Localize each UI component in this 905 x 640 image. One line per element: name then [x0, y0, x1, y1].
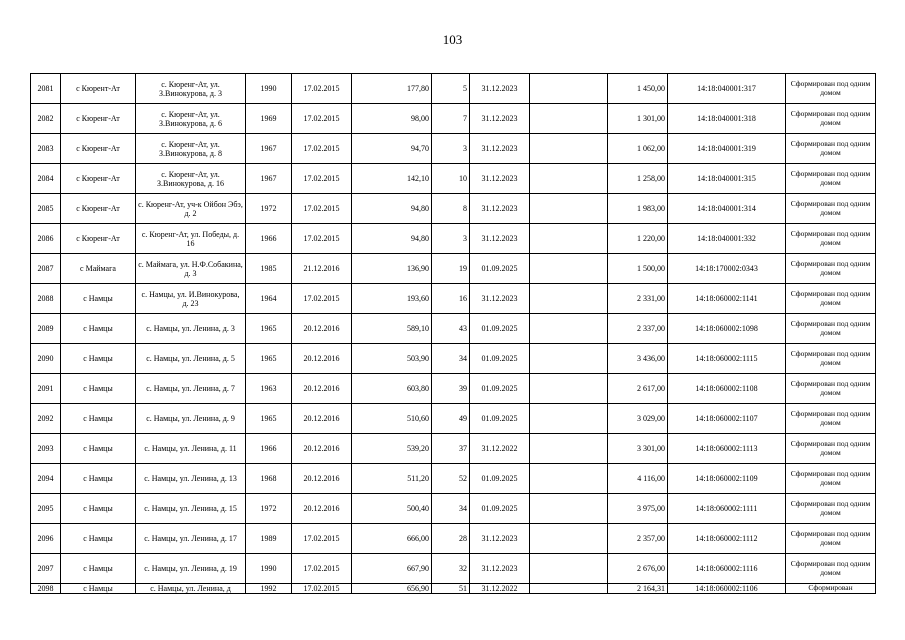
- date-cell: 17.02.2015: [292, 224, 352, 254]
- area-cell: 667,90: [352, 554, 432, 584]
- year-built-cell: 1992: [246, 584, 292, 594]
- area-cell: 603,80: [352, 374, 432, 404]
- land-status-cell: Сформирован: [786, 584, 876, 594]
- blank-cell: [530, 434, 608, 464]
- blank-cell: [530, 134, 608, 164]
- cadastral-number-cell: 14:18:060002:1111: [668, 494, 786, 524]
- date-cell: 20.12.2016: [292, 344, 352, 374]
- blank-cell: [530, 524, 608, 554]
- row-number-cell: 2084: [31, 164, 61, 194]
- row-number-cell: 2090: [31, 344, 61, 374]
- settlement-cell: с Намцы: [61, 344, 136, 374]
- settlement-cell: с Намцы: [61, 284, 136, 314]
- table-row: [31, 224, 876, 254]
- blank-cell: [530, 164, 608, 194]
- date-cell: 20.12.2016: [292, 314, 352, 344]
- row-number-cell: 2089: [31, 314, 61, 344]
- cadastral-number-cell: 14:18:040001:317: [668, 74, 786, 104]
- cost-cell: 2 331,00: [608, 284, 668, 314]
- address-cell: с. Кюренг-Ат, ул. З.Винокурова, д. 6: [136, 104, 246, 134]
- residents-cell: 34: [432, 344, 470, 374]
- table-body: [31, 74, 876, 594]
- table-row: [31, 344, 876, 374]
- address-cell: с. Маймага, ул. Н.Ф.Собакина, д. 3: [136, 254, 246, 284]
- row-number-cell: 2098: [31, 584, 61, 594]
- blank-cell: [530, 224, 608, 254]
- land-status-cell: Сформирован под одним домом: [786, 284, 876, 314]
- address-cell: с. Намцы, ул. Ленина, д. 3: [136, 314, 246, 344]
- area-cell: 510,60: [352, 404, 432, 434]
- table-row: [31, 74, 876, 104]
- year-built-cell: 1990: [246, 74, 292, 104]
- table-row: [31, 404, 876, 434]
- deadline-cell: 31.12.2023: [470, 104, 530, 134]
- year-built-cell: 1989: [246, 524, 292, 554]
- area-cell: 193,60: [352, 284, 432, 314]
- area-cell: 500,40: [352, 494, 432, 524]
- cadastral-number-cell: 14:18:040001:319: [668, 134, 786, 164]
- year-built-cell: 1965: [246, 344, 292, 374]
- table-row: [31, 164, 876, 194]
- date-cell: 17.02.2015: [292, 554, 352, 584]
- area-cell: 511,20: [352, 464, 432, 494]
- year-built-cell: 1967: [246, 164, 292, 194]
- settlement-cell: с Намцы: [61, 494, 136, 524]
- deadline-cell: 01.09.2025: [470, 464, 530, 494]
- cadastral-number-cell: 14:18:060002:1113: [668, 434, 786, 464]
- date-cell: 20.12.2016: [292, 434, 352, 464]
- blank-cell: [530, 404, 608, 434]
- residents-cell: 28: [432, 524, 470, 554]
- residents-cell: 52: [432, 464, 470, 494]
- residents-cell: 43: [432, 314, 470, 344]
- deadline-cell: 01.09.2025: [470, 374, 530, 404]
- cadastral-number-cell: 14:18:060002:1109: [668, 464, 786, 494]
- area-cell: 503,90: [352, 344, 432, 374]
- table-row: [31, 194, 876, 224]
- cost-cell: 1 301,00: [608, 104, 668, 134]
- residents-cell: 37: [432, 434, 470, 464]
- land-status-cell: Сформирован под одним домом: [786, 404, 876, 434]
- settlement-cell: с Кюренг-Ат: [61, 224, 136, 254]
- area-cell: 539,20: [352, 434, 432, 464]
- cost-cell: 2 337,00: [608, 314, 668, 344]
- residents-cell: 19: [432, 254, 470, 284]
- row-number-cell: 2082: [31, 104, 61, 134]
- deadline-cell: 31.12.2023: [470, 284, 530, 314]
- blank-cell: [530, 254, 608, 284]
- settlement-cell: с Намцы: [61, 584, 136, 594]
- cost-cell: 1 983,00: [608, 194, 668, 224]
- land-status-cell: Сформирован под одним домом: [786, 254, 876, 284]
- settlement-cell: с Намцы: [61, 464, 136, 494]
- address-cell: с. Намцы, ул. Ленина, д. 17: [136, 524, 246, 554]
- deadline-cell: 31.12.2023: [470, 134, 530, 164]
- cadastral-number-cell: 14:18:060002:1112: [668, 524, 786, 554]
- blank-cell: [530, 74, 608, 104]
- table-row: [31, 494, 876, 524]
- address-cell: с. Намцы, ул. Ленина, д. 19: [136, 554, 246, 584]
- blank-cell: [530, 194, 608, 224]
- table-row: [31, 464, 876, 494]
- row-number-cell: 2095: [31, 494, 61, 524]
- date-cell: 17.02.2015: [292, 284, 352, 314]
- land-status-cell: Сформирован под одним домом: [786, 134, 876, 164]
- blank-cell: [530, 284, 608, 314]
- blank-cell: [530, 344, 608, 374]
- blank-cell: [530, 104, 608, 134]
- year-built-cell: 1967: [246, 134, 292, 164]
- table-row: [31, 284, 876, 314]
- land-status-cell: Сформирован под одним домом: [786, 524, 876, 554]
- address-cell: с. Кюренг-Ат, ул. З.Винокурова, д. 16: [136, 164, 246, 194]
- cadastral-number-cell: 14:18:060002:1107: [668, 404, 786, 434]
- cost-cell: 3 301,00: [608, 434, 668, 464]
- residents-cell: 32: [432, 554, 470, 584]
- cost-cell: 1 258,00: [608, 164, 668, 194]
- cadastral-number-cell: 14:18:040001:315: [668, 164, 786, 194]
- residents-cell: 3: [432, 134, 470, 164]
- date-cell: 17.02.2015: [292, 194, 352, 224]
- land-status-cell: Сформирован под одним домом: [786, 464, 876, 494]
- table-row: [31, 524, 876, 554]
- settlement-cell: с Маймага: [61, 254, 136, 284]
- blank-cell: [530, 464, 608, 494]
- row-number-cell: 2083: [31, 134, 61, 164]
- cost-cell: 1 500,00: [608, 254, 668, 284]
- blank-cell: [530, 584, 608, 594]
- cadastral-number-cell: 14:18:060002:1106: [668, 584, 786, 594]
- area-cell: 94,80: [352, 224, 432, 254]
- land-status-cell: Сформирован под одним домом: [786, 314, 876, 344]
- deadline-cell: 01.09.2025: [470, 254, 530, 284]
- row-number-cell: 2086: [31, 224, 61, 254]
- area-cell: 656,90: [352, 584, 432, 594]
- date-cell: 20.12.2016: [292, 404, 352, 434]
- cadastral-number-cell: 14:18:060002:1108: [668, 374, 786, 404]
- table-row: [31, 434, 876, 464]
- land-status-cell: Сформирован под одним домом: [786, 494, 876, 524]
- cadastral-number-cell: 14:18:060002:1116: [668, 554, 786, 584]
- land-status-cell: Сформирован под одним домом: [786, 104, 876, 134]
- area-cell: 94,80: [352, 194, 432, 224]
- table-row: [31, 314, 876, 344]
- settlement-cell: с Кюрент-Ат: [61, 74, 136, 104]
- residents-cell: 10: [432, 164, 470, 194]
- settlement-cell: с Кюренг-Ат: [61, 134, 136, 164]
- cadastral-number-cell: 14:18:040001:318: [668, 104, 786, 134]
- date-cell: 20.12.2016: [292, 464, 352, 494]
- residents-cell: 3: [432, 224, 470, 254]
- year-built-cell: 1966: [246, 434, 292, 464]
- blank-cell: [530, 314, 608, 344]
- blank-cell: [530, 554, 608, 584]
- settlement-cell: с Намцы: [61, 374, 136, 404]
- page-number: 103: [442, 32, 463, 47]
- cadastral-number-cell: 14:18:040001:314: [668, 194, 786, 224]
- year-built-cell: 1964: [246, 284, 292, 314]
- row-number-cell: 2091: [31, 374, 61, 404]
- row-number-cell: 2085: [31, 194, 61, 224]
- cost-cell: 2 617,00: [608, 374, 668, 404]
- settlement-cell: с Намцы: [61, 404, 136, 434]
- cost-cell: 3 975,00: [608, 494, 668, 524]
- land-status-cell: Сформирован под одним домом: [786, 554, 876, 584]
- cost-cell: 1 062,00: [608, 134, 668, 164]
- address-cell: с. Кюренг-Ат, ул. З.Винокурова, д. 3: [136, 74, 246, 104]
- land-status-cell: Сформирован под одним домом: [786, 74, 876, 104]
- deadline-cell: 31.12.2023: [470, 194, 530, 224]
- year-built-cell: 1968: [246, 464, 292, 494]
- date-cell: 20.12.2016: [292, 374, 352, 404]
- residents-cell: 49: [432, 404, 470, 434]
- year-built-cell: 1985: [246, 254, 292, 284]
- residents-cell: 51: [432, 584, 470, 594]
- date-cell: 17.02.2015: [292, 164, 352, 194]
- date-cell: 17.02.2015: [292, 584, 352, 594]
- land-status-cell: Сформирован под одним домом: [786, 374, 876, 404]
- residents-cell: 5: [432, 74, 470, 104]
- area-cell: 94,70: [352, 134, 432, 164]
- address-cell: с. Кюренг-Ат, ул. Победы, д. 16: [136, 224, 246, 254]
- cost-cell: 2 676,00: [608, 554, 668, 584]
- row-number-cell: 2096: [31, 524, 61, 554]
- year-built-cell: 1969: [246, 104, 292, 134]
- area-cell: 666,00: [352, 524, 432, 554]
- settlement-cell: с Кюренг-Ат: [61, 194, 136, 224]
- year-built-cell: 1972: [246, 194, 292, 224]
- residents-cell: 39: [432, 374, 470, 404]
- address-cell: с. Намцы, ул. И.Винокурова, д. 23: [136, 284, 246, 314]
- residents-cell: 8: [432, 194, 470, 224]
- cadastral-number-cell: 14:18:060002:1115: [668, 344, 786, 374]
- area-cell: 98,00: [352, 104, 432, 134]
- land-status-cell: Сформирован под одним домом: [786, 434, 876, 464]
- row-number-cell: 2087: [31, 254, 61, 284]
- deadline-cell: 31.12.2023: [470, 164, 530, 194]
- table-row: [31, 254, 876, 284]
- settlement-cell: с Намцы: [61, 434, 136, 464]
- table-row: [31, 104, 876, 134]
- row-number-cell: 2088: [31, 284, 61, 314]
- area-cell: 142,10: [352, 164, 432, 194]
- year-built-cell: 1990: [246, 554, 292, 584]
- deadline-cell: 01.09.2025: [470, 404, 530, 434]
- settlement-cell: с Кюренг-Ат: [61, 104, 136, 134]
- deadline-cell: 31.12.2023: [470, 524, 530, 554]
- table-row: [31, 554, 876, 584]
- table-row: [31, 374, 876, 404]
- row-number-cell: 2094: [31, 464, 61, 494]
- residents-cell: 16: [432, 284, 470, 314]
- cadastral-number-cell: 14:18:040001:332: [668, 224, 786, 254]
- area-cell: 136,90: [352, 254, 432, 284]
- cadastral-number-cell: 14:18:170002:0343: [668, 254, 786, 284]
- address-cell: с. Намцы, ул. Ленина, д. 5: [136, 344, 246, 374]
- deadline-cell: 01.09.2025: [470, 494, 530, 524]
- cost-cell: 2 357,00: [608, 524, 668, 554]
- year-built-cell: 1972: [246, 494, 292, 524]
- settlement-cell: с Намцы: [61, 554, 136, 584]
- cadastral-number-cell: 14:18:060002:1141: [668, 284, 786, 314]
- deadline-cell: 31.12.2022: [470, 584, 530, 594]
- date-cell: 21.12.2016: [292, 254, 352, 284]
- address-cell: с. Кюренг-Ат, уч-к Ойбон Эбэ, д. 2: [136, 194, 246, 224]
- address-cell: с. Намцы, ул. Ленина, д: [136, 584, 246, 594]
- address-cell: с. Намцы, ул. Ленина, д. 15: [136, 494, 246, 524]
- address-cell: с. Кюренг-Ат, ул. З.Винокурова, д. 8: [136, 134, 246, 164]
- deadline-cell: 31.12.2023: [470, 554, 530, 584]
- residents-cell: 34: [432, 494, 470, 524]
- address-cell: с. Намцы, ул. Ленина, д. 13: [136, 464, 246, 494]
- row-number-cell: 2092: [31, 404, 61, 434]
- cost-cell: 3 436,00: [608, 344, 668, 374]
- row-number-cell: 2081: [31, 74, 61, 104]
- year-built-cell: 1966: [246, 224, 292, 254]
- deadline-cell: 31.12.2023: [470, 74, 530, 104]
- date-cell: 17.02.2015: [292, 74, 352, 104]
- cost-cell: 2 164,31: [608, 584, 668, 594]
- area-cell: 177,80: [352, 74, 432, 104]
- cost-cell: 1 220,00: [608, 224, 668, 254]
- date-cell: 20.12.2016: [292, 494, 352, 524]
- settlement-cell: с Намцы: [61, 524, 136, 554]
- address-cell: с. Намцы, ул. Ленина, д. 9: [136, 404, 246, 434]
- table-row: [31, 584, 876, 594]
- row-number-cell: 2093: [31, 434, 61, 464]
- cadastral-number-cell: 14:18:060002:1098: [668, 314, 786, 344]
- address-cell: с. Намцы, ул. Ленина, д. 7: [136, 374, 246, 404]
- deadline-cell: 01.09.2025: [470, 344, 530, 374]
- cost-cell: 4 116,00: [608, 464, 668, 494]
- date-cell: 17.02.2015: [292, 134, 352, 164]
- year-built-cell: 1965: [246, 404, 292, 434]
- land-status-cell: Сформирован под одним домом: [786, 224, 876, 254]
- settlement-cell: с Намцы: [61, 314, 136, 344]
- cost-cell: 1 450,00: [608, 74, 668, 104]
- residents-cell: 7: [432, 104, 470, 134]
- land-status-cell: Сформирован под одним домом: [786, 164, 876, 194]
- area-cell: 589,10: [352, 314, 432, 344]
- date-cell: 17.02.2015: [292, 104, 352, 134]
- date-cell: 17.02.2015: [292, 524, 352, 554]
- deadline-cell: 31.12.2023: [470, 224, 530, 254]
- row-number-cell: 2097: [31, 554, 61, 584]
- deadline-cell: 31.12.2022: [470, 434, 530, 464]
- deadline-cell: 01.09.2025: [470, 314, 530, 344]
- settlement-cell: с Кюренг-Ат: [61, 164, 136, 194]
- blank-cell: [530, 494, 608, 524]
- cost-cell: 3 029,00: [608, 404, 668, 434]
- housing-register-table: [30, 73, 876, 594]
- address-cell: с. Намцы, ул. Ленина, д. 11: [136, 434, 246, 464]
- year-built-cell: 1965: [246, 314, 292, 344]
- table-row: [31, 134, 876, 164]
- land-status-cell: Сформирован под одним домом: [786, 194, 876, 224]
- year-built-cell: 1963: [246, 374, 292, 404]
- land-status-cell: Сформирован под одним домом: [786, 344, 876, 374]
- blank-cell: [530, 374, 608, 404]
